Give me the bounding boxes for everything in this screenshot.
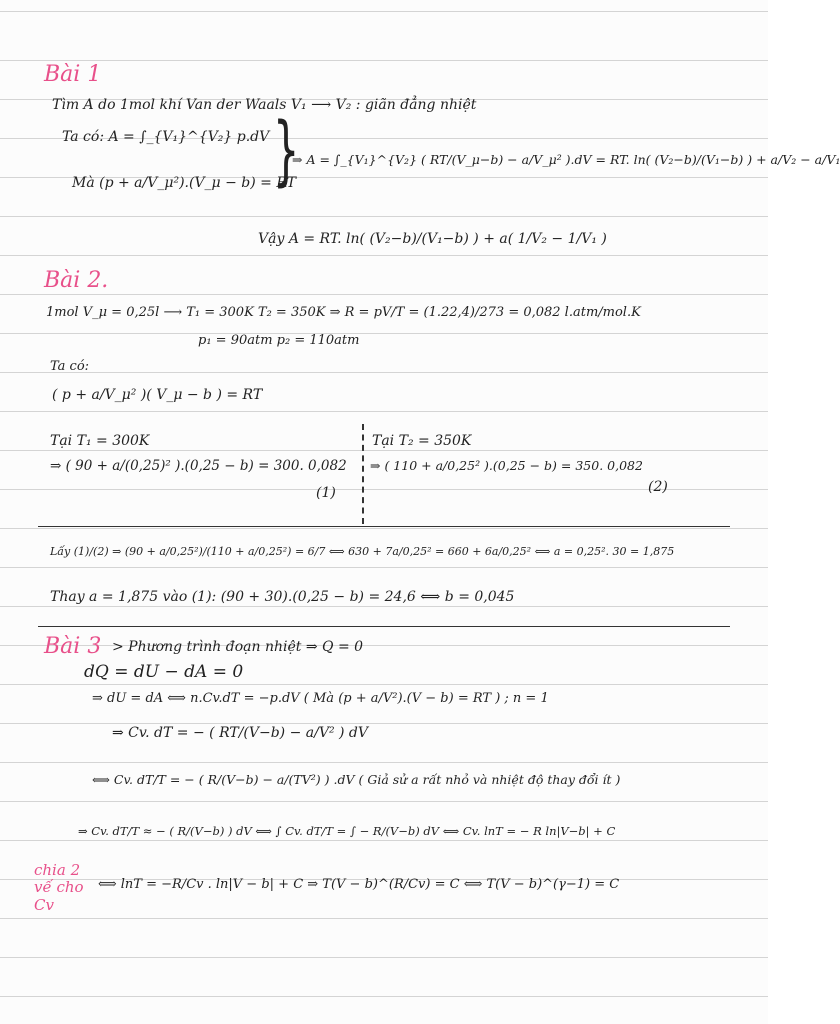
bai1-conclusion: Vậy A = RT. ln( (V₂−b)/(V₁−b) ) + a( 1/V₂ − 1/V₁ ) xyxy=(258,231,607,247)
bai2-divide-equations: Lấy (1)/(2) ⇒ (90 + a/0,25²)/(110 + a/0,25²) = 6/7 ⟺ 630 + 7a/0,25² = 660 + 6a/0,25² ⟺ a = 0,25². 30 = 1,875 xyxy=(50,545,675,558)
bai1-problem-statement: Tìm A do 1mol khí Van der Waals V₁ ⟶ V₂ : giãn đẳng nhiệt xyxy=(52,97,477,113)
bai2-eq1-tag: (1) xyxy=(316,485,336,501)
bai2-ta-co: Ta có: xyxy=(50,359,90,374)
bai3-adiabatic-statement: > Phương trình đoạn nhiệt ⇒ Q = 0 xyxy=(112,639,364,655)
bai2-label-t1: Tại T₁ = 300K xyxy=(50,433,150,449)
bai2-eq2-tag: (2) xyxy=(648,479,668,495)
bai1-work-derivation: ⇒ A = ∫_{V₁}^{V₂} ( RT/(V_μ−b) − a/V_μ² ).dV = RT. ln( (V₂−b)/(V₁−b) ) + a/V₂ − a/V₁ xyxy=(292,152,840,167)
bai2-label-t2: Tại T₂ = 350K xyxy=(372,433,472,449)
bai3-integration: ⇒ Cv. dT/T ≈ − ( R/(V−b) ) dV ⟺ ∫ Cv. dT/T = ∫ − R/(V−b) dV ⟺ Cv. lnT = − R ln|V−b| + C xyxy=(78,824,616,838)
bai3-cv-dt: ⇒ Cv. dT = − ( RT/(V−b) − a/V² ) dV xyxy=(112,725,368,741)
bai3-divide-by-t: ⟺ Cv. dT/T = − ( R/(V−b) − a/(TV²) ) .dV ( Giả sử a rất nhỏ và nhiệt độ thay đổi ít ) xyxy=(92,772,621,787)
bai3-side-note: chia 2 vế cho Cv xyxy=(34,861,84,914)
bai3-first-law: dQ = dU − dA = 0 xyxy=(84,662,244,682)
bai2-separator-line xyxy=(38,526,730,527)
bai2-end-line xyxy=(38,626,730,627)
bai2-column-divider xyxy=(362,424,364,524)
bai1-work-integral: Ta có: A = ∫_{V₁}^{V₂} p.dV xyxy=(62,129,270,145)
heading-bai-2: Bài 2. xyxy=(44,268,109,293)
heading-bai-1: Bài 1 xyxy=(44,62,102,87)
bai2-given-data: 1mol V_μ = 0,25l ⟶ T₁ = 300K T₂ = 350K ⇒ R = pV/T = (1.22,4)/273 = 0,082 l.atm/mol.K xyxy=(46,305,641,320)
bai2-equation-2: ⇒ ( 110 + a/0,25² ).(0,25 − b) = 350. 0,082 xyxy=(370,458,643,473)
bai1-right-brace: } xyxy=(272,105,300,194)
bai3-du-equals-da: ⇒ dU = dA ⟺ n.Cv.dT = −p.dV ( Mà (p + a/V²).(V − b) = RT ) ; n = 1 xyxy=(92,691,549,706)
heading-bai-3: Bài 3 xyxy=(44,634,102,659)
bai2-solve-b: Thay a = 1,875 vào (1): (90 + 30).(0,25 − b) = 24,6 ⟺ b = 0,045 xyxy=(50,589,515,605)
bai2-pressures: p₁ = 90atm p₂ = 110atm xyxy=(198,333,360,348)
bai2-state-equation: ( p + a/V_μ² )( V_μ − b ) = RT xyxy=(52,387,263,403)
bai3-final-result: ⟺ lnT = −R/Cv . ln|V − b| + C ⇒ T(V − b)^(R/Cv) = C ⟺ T(V − b)^(γ−1) = C xyxy=(98,877,620,892)
bai1-van-der-waals-eq: Mà (p + a/V_μ²).(V_μ − b) = RT xyxy=(72,175,296,191)
bai2-equation-1: ⇒ ( 90 + a/(0,25)² ).(0,25 − b) = 300. 0,082 xyxy=(50,458,347,474)
